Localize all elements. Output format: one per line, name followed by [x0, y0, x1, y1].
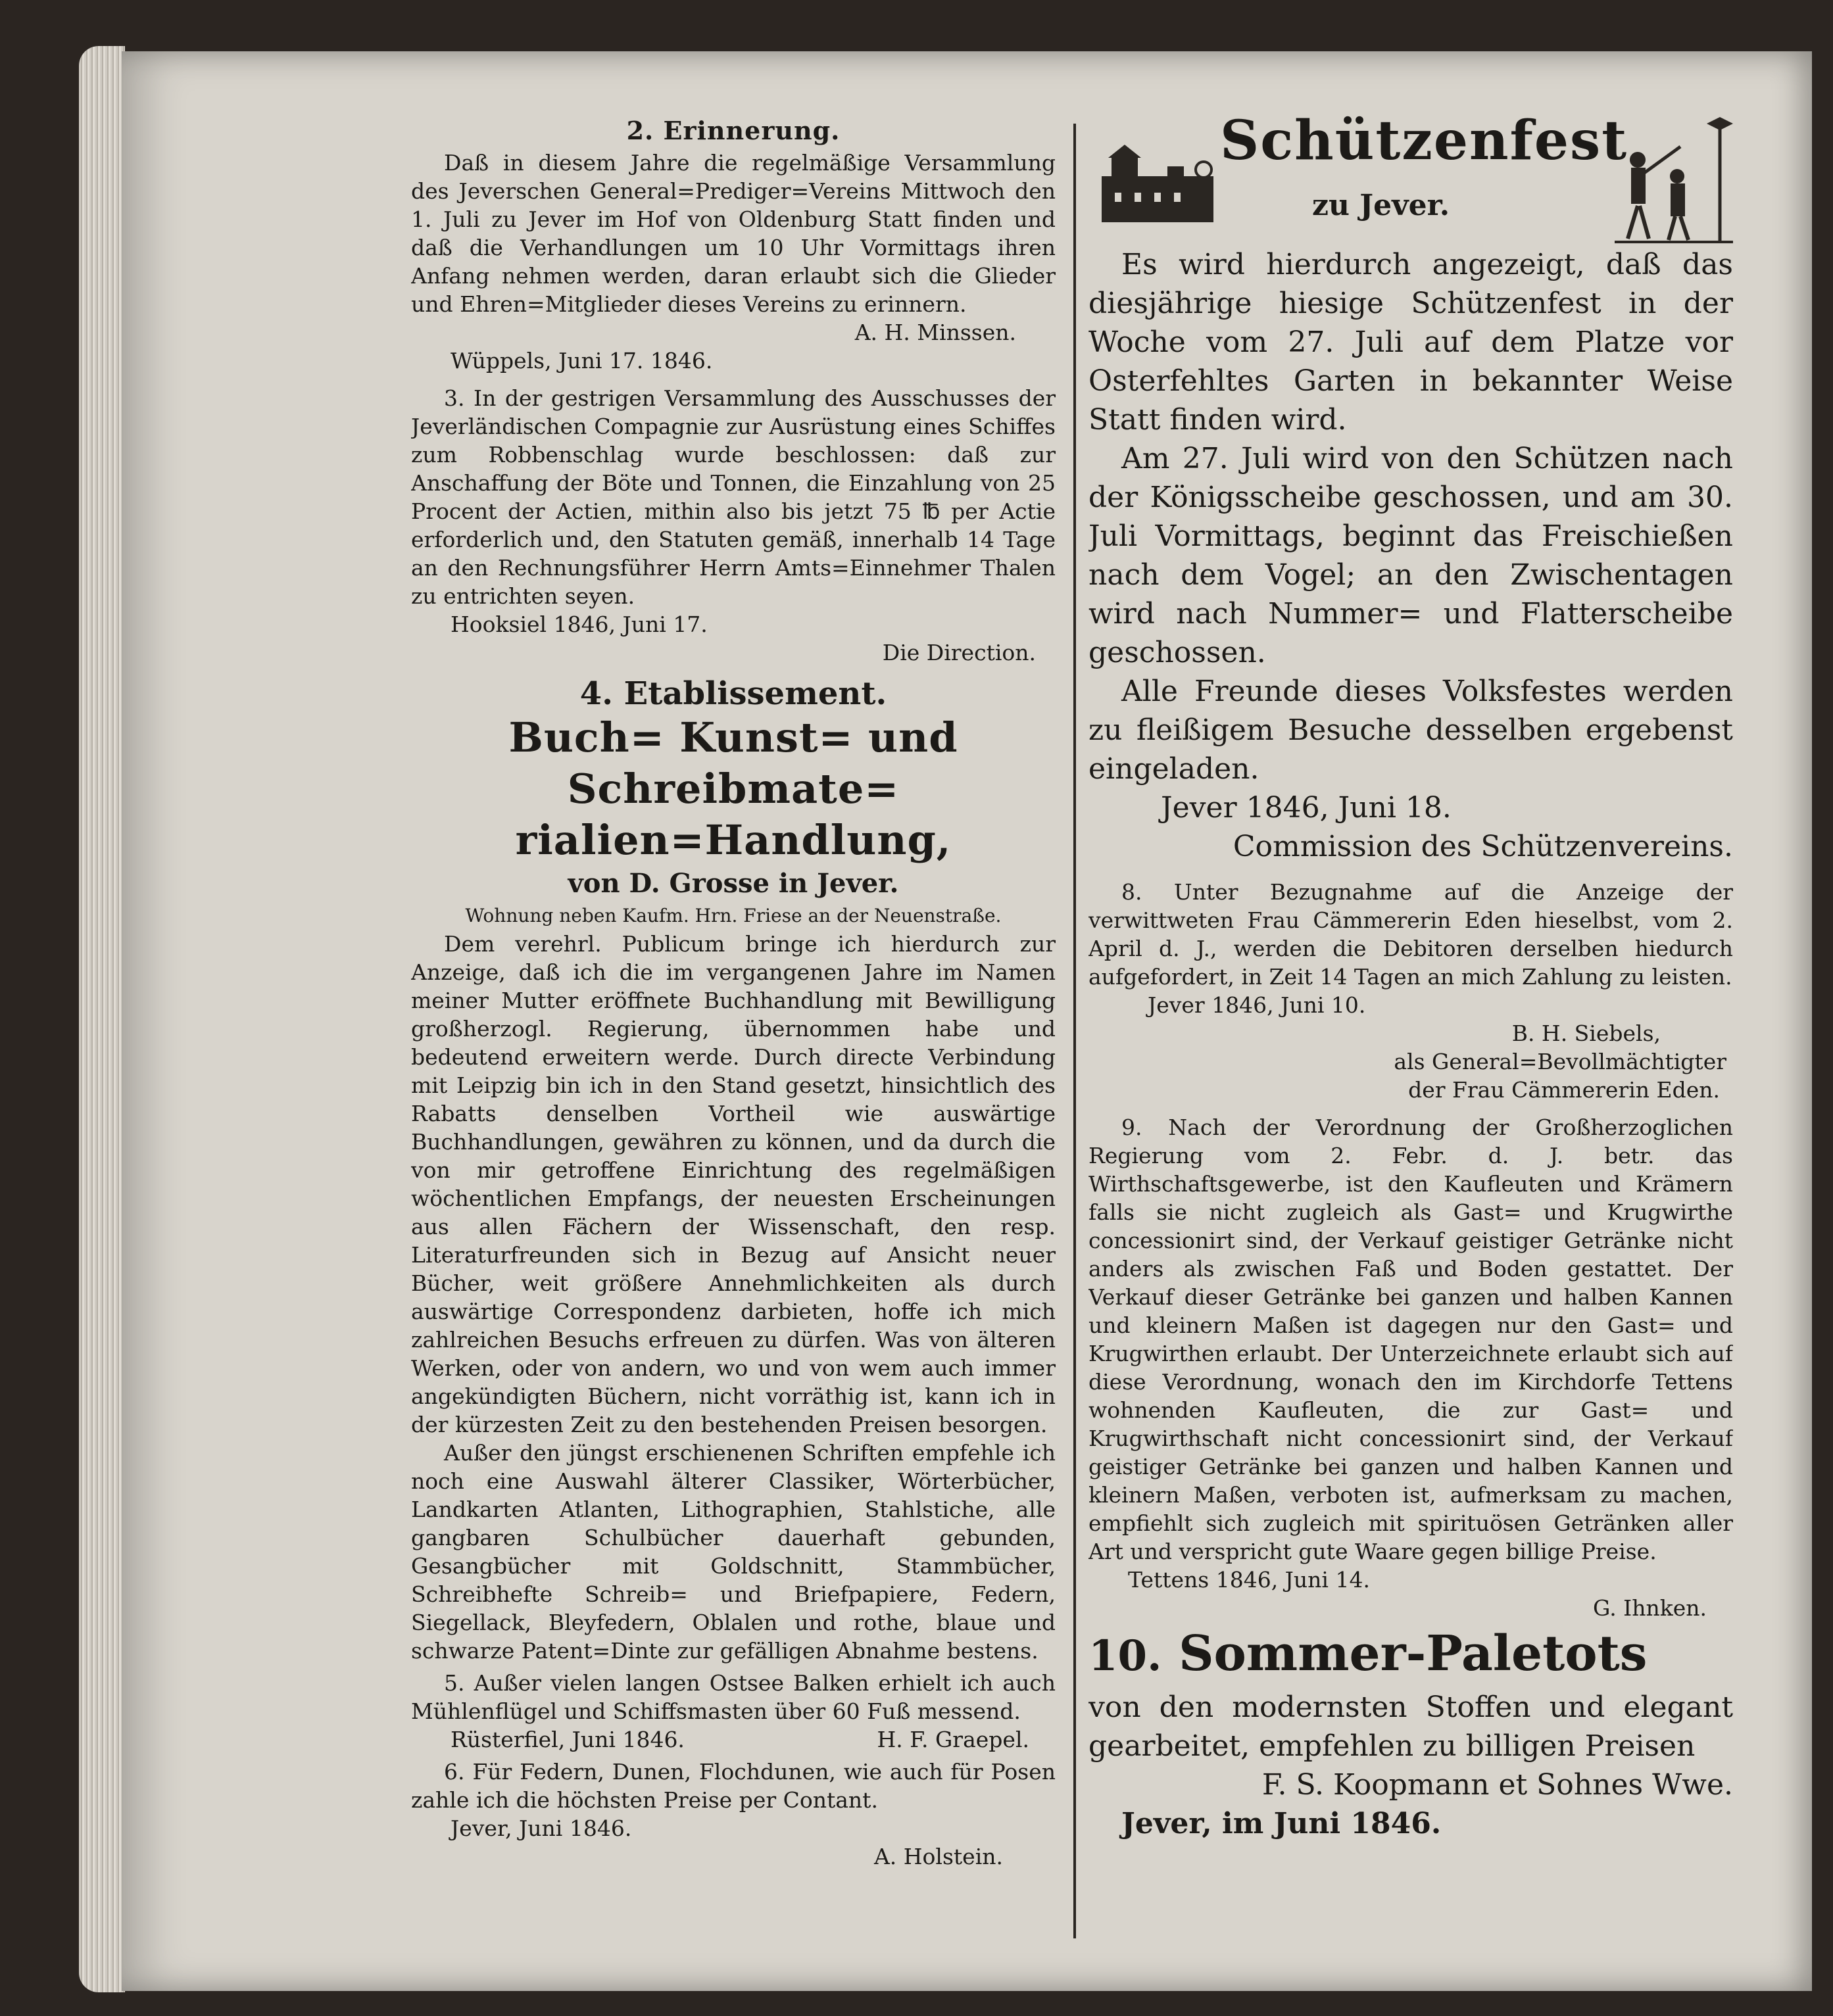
schuetzenfest-title: Schützenfest [1220, 114, 1628, 172]
section-4-title-line1: Buch= Kunst= und Schreibmate= [508, 713, 958, 813]
right-column [1088, 114, 1733, 1948]
section-5-signature: H. F. Graepel. [877, 1727, 1029, 1752]
section-8-signature-principal: der Frau Cämmererin Eden. [1408, 1077, 1720, 1103]
section-10-heading [1088, 1622, 1733, 1688]
section-8-signature-role: als General=Bevollmächtigter [1394, 1049, 1726, 1074]
section-3-place-date: Hooksiel 1846, Juni 17. [451, 612, 708, 637]
section-10-place-date: Jever, im Juni 1846. [1121, 1807, 1442, 1840]
section-3-text: 3. In der gestrigen Versammlung des Ausschusses der Jeverländischen Compagnie zur Ausrüstung eines Schiffes zum Robbenschlag wurde beschlossen: daß zur Anschaffung der Böte und Tonnen, die Einzahlung von 25 Procent der Actien, mithin also bis jetzt 75 ℔ per Actie erforderlich und, den Statuten gemäß, innerhalb 14 Tage an den Rechnungsführer Herrn Amts=Einnehmer Thalen zu entrichten seyen. [411, 385, 1056, 609]
section-9-signature: G. Ihnken. [1593, 1595, 1707, 1621]
section-4-heading: 4. Etablissement. [579, 675, 887, 712]
section-10-text: von den modernsten Stoffen und elegant gearbeitet, empfehlen zu billigen Preisen [1088, 1691, 1733, 1763]
schuetzenfest-paragraph-3: Alle Freunde dieses Volksfestes werden zu fleißigem Besuche desselben ergebenst eingeladen. [1088, 675, 1733, 786]
section-10-number: 10. [1088, 1631, 1162, 1681]
marksmen-vignette-icon [1608, 114, 1733, 245]
town-vignette-icon [1095, 143, 1220, 229]
schuetzenfest-signature: Commission des Schützenvereins. [1233, 830, 1733, 863]
left-column [411, 114, 1056, 1948]
schuetzenfest-place-date: Jever 1846, Juni 18. [1161, 791, 1452, 825]
section-8-text: 8. Unter Bezugnahme auf die Anzeige der verwittweten Frau Cämmererin Eden hieselbst, vom 2. April d. J., werden die Debitoren derselben hiedurch aufgefordert, in Zeit 14 Tagen an mich Zahlung zu leisten. [1088, 879, 1733, 990]
section-6-text: 6. Für Federn, Dunen, Flochdunen, wie auch für Posen zahle ich die höchsten Preise per Contant. [411, 1759, 1056, 1813]
section-6-place-date: Jever, Juni 1846. [451, 1815, 632, 1841]
section-10-firm: F. S. Koopmann et Sohnes Wwe. [1261, 1768, 1733, 1802]
book-page-edges [79, 46, 125, 1992]
section-4-paragraph-1: Dem verehrl. Publicum bringe ich hierdurch zur Anzeige, daß ich die im vergangenen Jahre im Namen meiner Mutter eröffnete Buchhandlung mit Bewilligung großherzogl. Regierung, übernommen habe und bedeutend erweitern werde. Durch directe Verbindung mit Leipzig bin ich in den Stand gesetzt, hinsichtlich des Rabatts denselben Vortheil wie auswärtige Buchhandlungen, gewähren zu können, und da durch die von mir getroffene Einrichtung des regelmäßigen wöchentlichen Empfangs, der neuesten Erscheinungen aus allen Fächern der Wissenschaft, den resp. Literaturfreunden sich in Bezug auf Ansicht neuer Bücher, weit größere Annehmlichkeiten als durch auswärtige Correspondenz darbieten, hoffe ich mich zahlreichen Besuchs erfreuen zu dürfen. Was von älteren Werken, oder von andern, wo und von wem auch immer angekündigten Büchern, nicht vorräthig ist, kann ich in der kürzesten Zeit zu den bestehenden Preisen besorgen. [411, 931, 1056, 1437]
schuetzenfest-subtitle: zu Jever. [1312, 189, 1450, 222]
section-6-signature: A. Holstein. [873, 1844, 1003, 1869]
section-2-heading: 2. Erinnerung. [626, 116, 841, 145]
section-5-place-date: Rüsterfiel, Juni 1846. [451, 1727, 685, 1752]
section-3-signature: Die Direction. [882, 640, 1036, 665]
column-divider [1073, 124, 1076, 1938]
section-4-title-line2: rialien=Handlung, [515, 816, 952, 864]
schuetzenfest-header [1088, 114, 1733, 245]
newspaper-page [122, 51, 1812, 1991]
section-4-paragraph-2: Außer den jüngst erschienenen Schriften empfehle ich noch eine Auswahl älterer Classiker, Wörterbücher, Landkarten Atlanten, Lithographien, Stahlstiche, alle gangbaren Schulbücher dauerhaft gebunden, Gesangbücher mit Goldschnitt, Stammbücher, Schreibhefte Schreib= und Briefpapiere, Federn, Siegellack, Bleyfedern, Oblalen und rothe, blaue und schwarze Patent=Dinte zur gefälligen Abnahme bestens. [411, 1440, 1056, 1664]
section-5-text: 5. Außer vielen langen Ostsee Balken erhielt ich auch Mühlenflügel und Schiffsmasten über 60 Fuß messend. [411, 1670, 1056, 1724]
section-8-place-date: Jever 1846, Juni 10. [1148, 992, 1366, 1018]
section-4-from: von D. Grosse in Jever. [568, 868, 899, 899]
section-9-place-date: Tettens 1846, Juni 14. [1128, 1567, 1370, 1593]
section-4-address: Wohnung neben Kaufm. Hrn. Friese an der Neuenstraße. [465, 905, 1002, 926]
section-2-signature: A. H. Minssen. [854, 320, 1016, 345]
section-10-title: Sommer-Paletots [1179, 1625, 1648, 1682]
section-2-text: Daß in diesem Jahre die regelmäßige Versammlung des Jeverschen General=Prediger=Vereins Mittwoch den 1. Juli zu Jever im Hof von Oldenburg Statt finden und daß die Verhandlungen um 10 Uhr Vormittags ihren Anfang nehmen werden, daran erlaubt sich die Glieder und Ehren=Mitglieder dieses Vereins zu erinnern. [411, 150, 1056, 317]
schuetzenfest-paragraph-2: Am 27. Juli wird von den Schützen nach der Königsscheibe geschossen, und am 30. Juli Vormittags, beginnt das Freischießen nach dem Vogel; an den Zwischentagen wird nach Nummer= und Flatterscheibe geschossen. [1088, 442, 1733, 669]
schuetzenfest-paragraph-1: Es wird hierdurch angezeigt, daß das diesjährige hiesige Schützenfest in der Woche vom 27. Juli auf dem Platze vor Osterfehltes Garten in bekannter Weise Statt finden wird. [1088, 248, 1733, 437]
section-8-signature-name: B. H. Siebels, [1511, 1020, 1661, 1046]
section-9-text: 9. Nach der Verordnung der Großherzoglichen Regierung vom 2. Febr. d. J. betr. das Wirthschaftsgewerbe, ist den Kaufleuten und Krämern falls sie nicht zugleich als Gast= und Krugwirthe concessionirt sind, der Verkauf geistiger Getränke nicht anders als zwischen Faß und Boden gestattet. Der Verkauf dieser Getränke bei ganzen und halben Kannen und kleinern Maßen ist dagegen nur den Gast= und Krugwirthen erlaubt. Der Unterzeichnete erlaubt sich auf diese Verordnung, wonach den im Kirchdorfe Tettens wohnenden Kaufleuten, die zur Gast= und Krugwirthschaft nicht concessionirt sind, der Verkauf geistiger Getränke bei ganzen und halben Kannen und kleinern Maßen, verboten ist, aufmerksam zu machen, empfiehlt sich zugleich mit spirituösen Getränken aller Art und verspricht gute Waare gegen billige Preise. [1088, 1115, 1733, 1564]
section-2-place-date: Wüppels, Juni 17. 1846. [451, 348, 713, 373]
